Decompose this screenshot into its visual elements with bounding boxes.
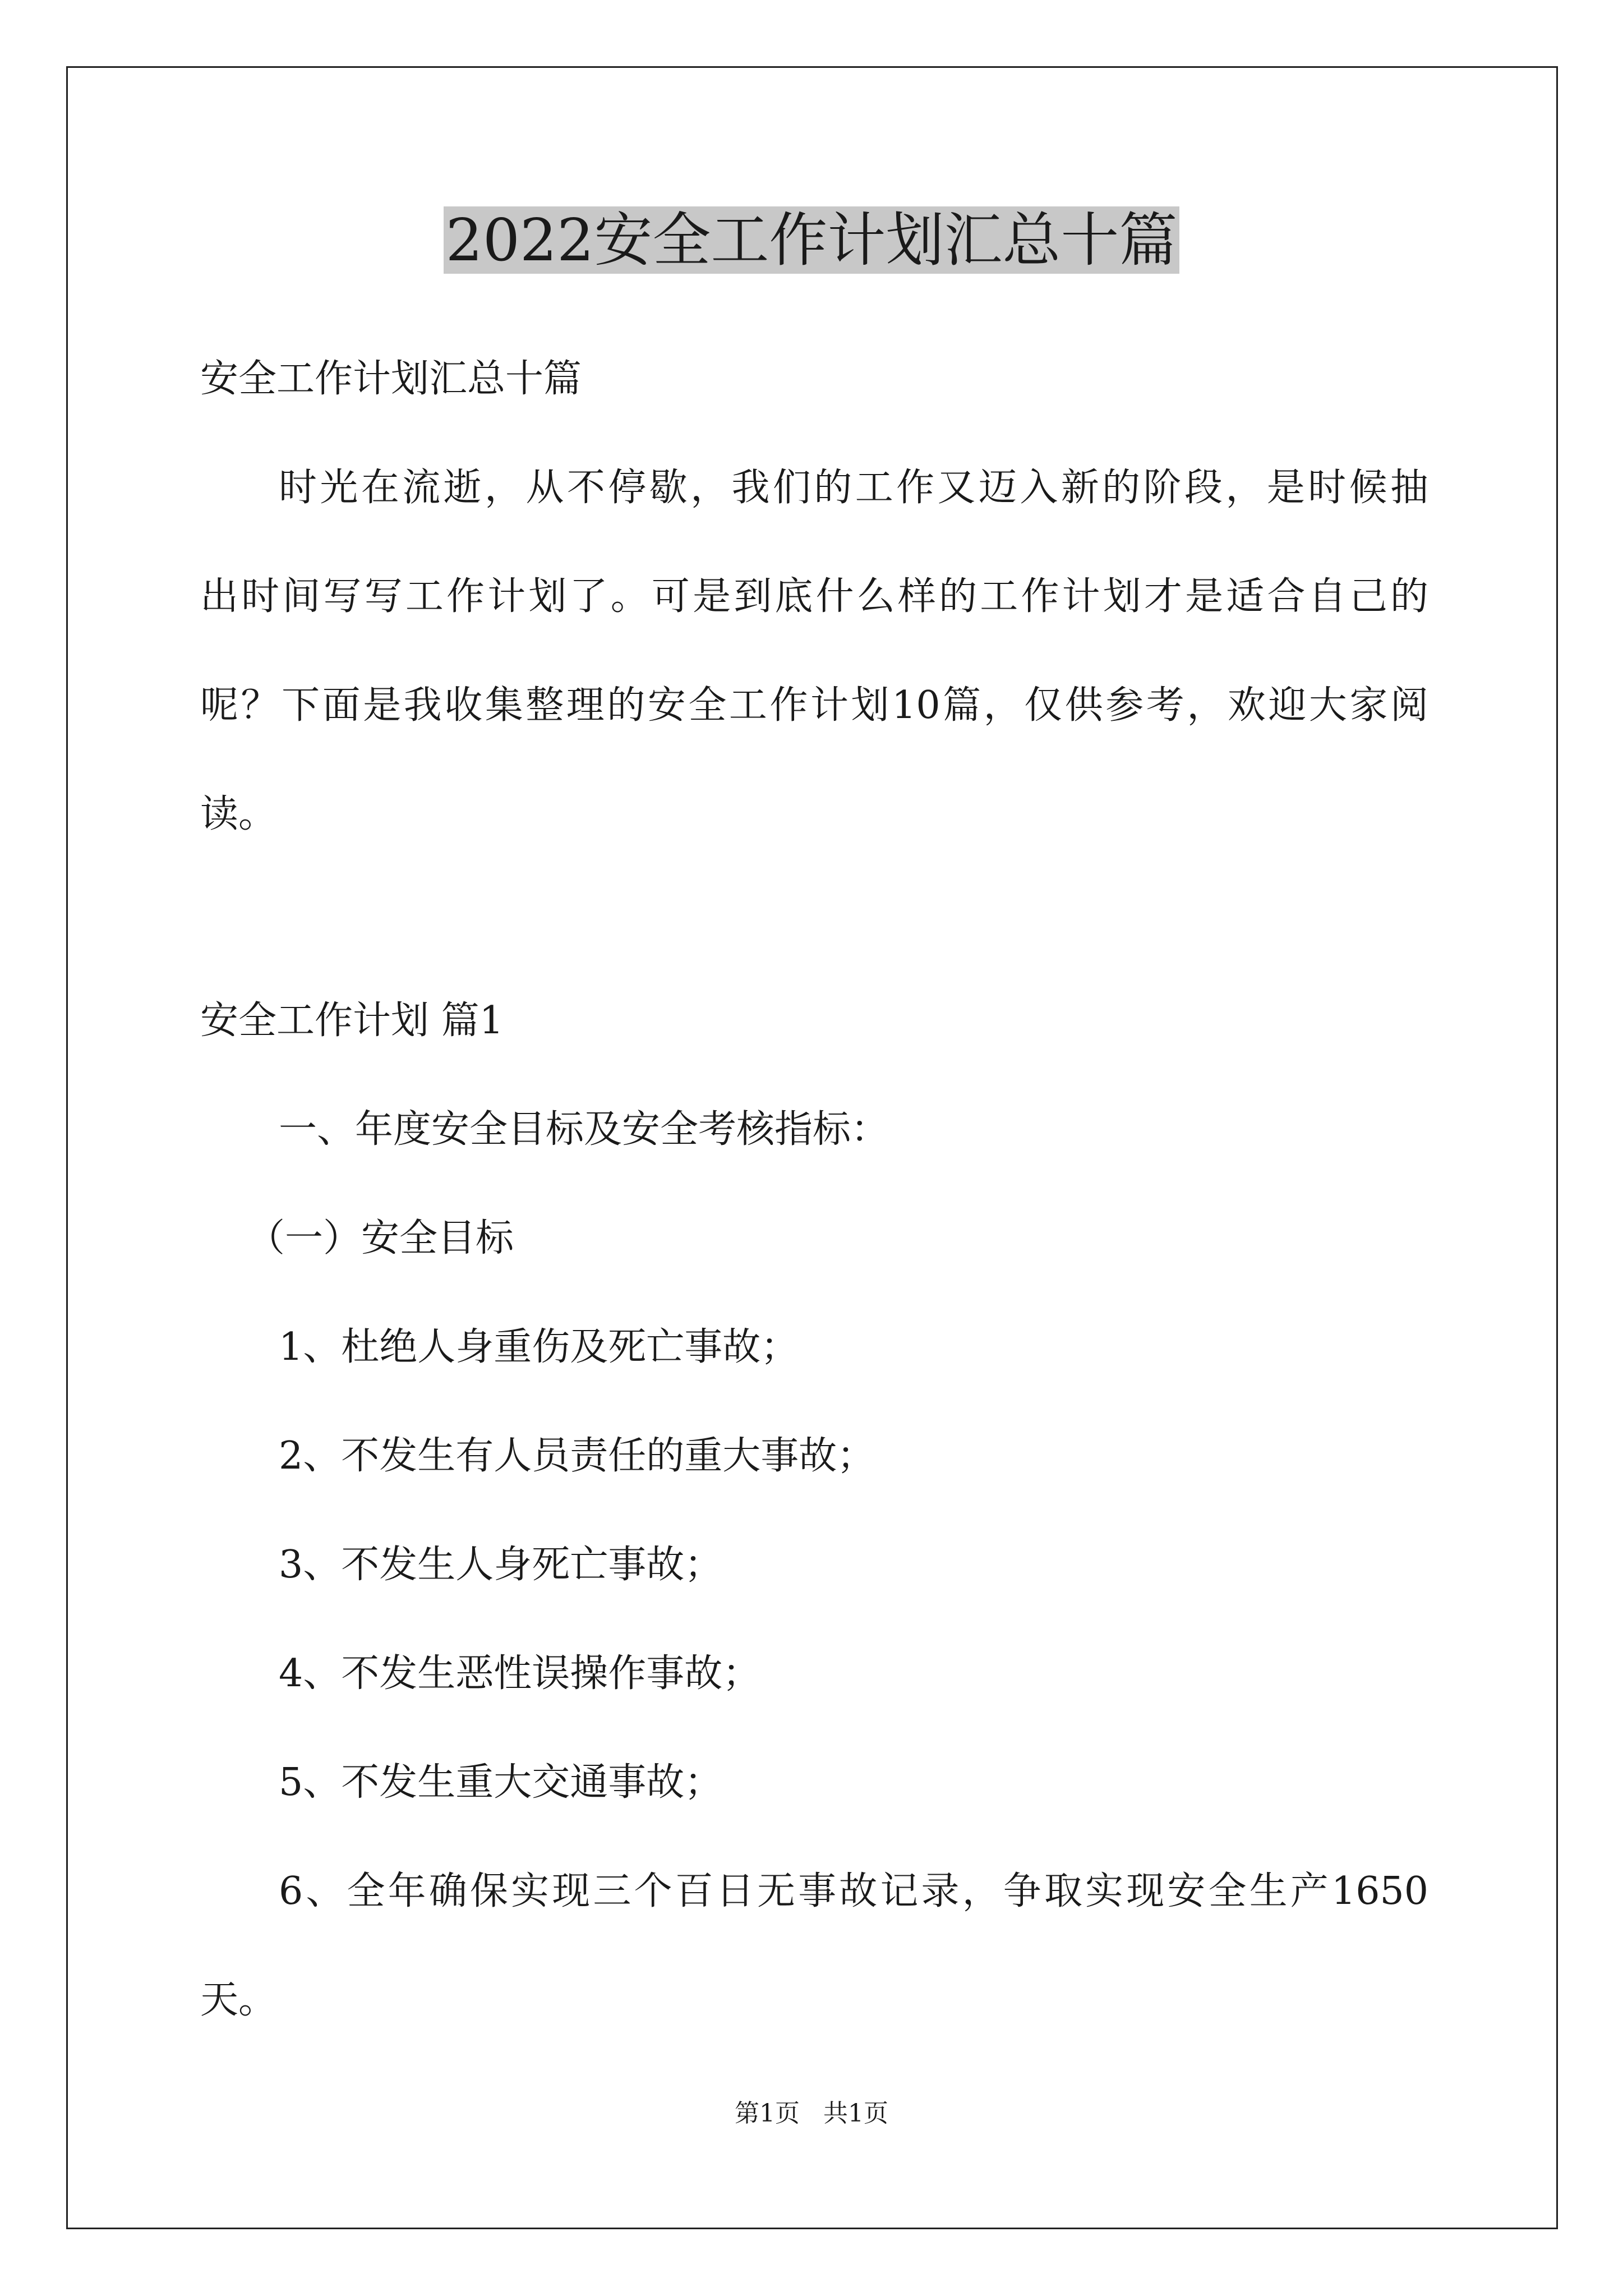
intro-line-3: 呢？下面是我收集整理的安全工作计划10篇，仅供参考，欢迎大家阅 xyxy=(200,683,1428,728)
list-item: 2、不发生有人员责任的重大事故； xyxy=(279,1434,875,1478)
list-item-6-line-2: 天。 xyxy=(200,1978,277,2022)
page-footer xyxy=(0,2100,1623,2128)
intro-line-1: 时光在流逝，从不停歇，我们的工作又迈入新的阶段，是时候抽 xyxy=(279,466,1428,510)
page-number-total: 共1页 xyxy=(823,2099,888,2128)
sub-heading: （一）安全目标 xyxy=(247,1216,514,1260)
list-item: 1、杜绝人身重伤及死亡事故； xyxy=(279,1325,799,1369)
document-title xyxy=(0,206,1623,274)
intro-line-2: 出时间写写工作计划了。可是到底什么样的工作计划才是适合自己的 xyxy=(200,574,1428,619)
section-heading: 安全工作计划 篇1 xyxy=(200,999,504,1043)
page-number-current: 第1页 xyxy=(735,2099,800,2128)
document-subtitle: 安全工作计划汇总十篇 xyxy=(200,357,582,401)
list-item: 3、不发生人身死亡事故； xyxy=(279,1543,723,1587)
list-item-6-line-1: 6、全年确保实现三个百日无事故记录，争取实现安全生产1650 xyxy=(279,1869,1428,1913)
intro-line-4: 读。 xyxy=(200,792,277,836)
list-item: 5、不发生重大交通事故； xyxy=(279,1760,723,1805)
item-heading: 一、年度安全目标及安全考核指标： xyxy=(279,1107,889,1152)
list-item: 4、不发生恶性误操作事故； xyxy=(279,1651,761,1696)
document-title-text: 2022安全工作计划汇总十篇 xyxy=(444,206,1180,274)
